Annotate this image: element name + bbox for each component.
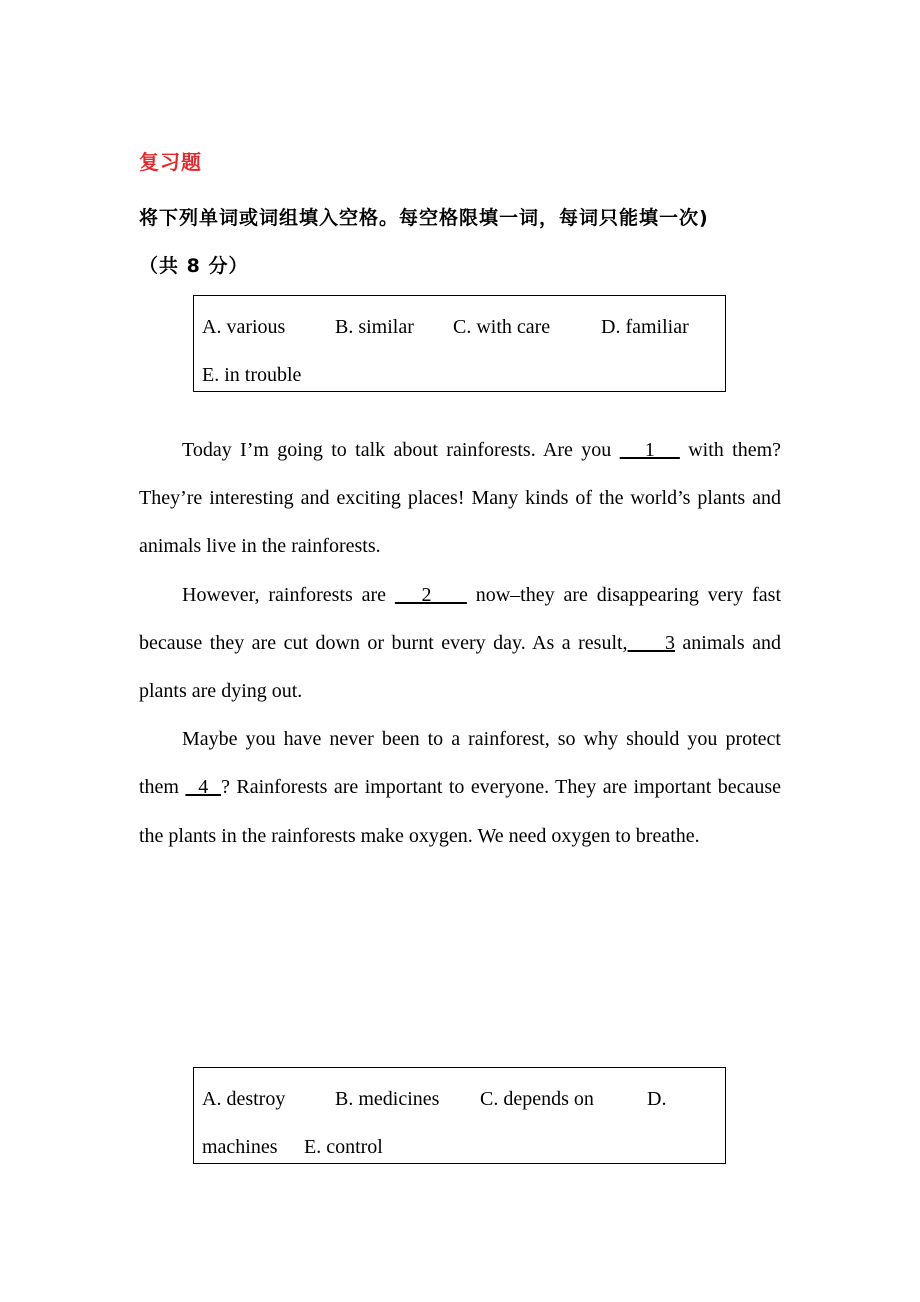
- blank-1: 1: [619, 439, 680, 461]
- paragraph-3: Maybe you have never been to a rainforest, so why should you protect them 4 ? Rainforests are important to everyone. They are important because the plants in the rainforests make oxygen. We need oxygen to breathe.: [139, 728, 781, 847]
- instruction-line-2: （共 8 分）: [139, 255, 249, 277]
- word-bank-1: [193, 295, 726, 392]
- paragraph-1: Today I’m going to talk about rainforests. Are you 1 with them? They’re interesting and exciting places! Many kinds of the world’s plants and animals live in the rainforests.: [139, 439, 782, 558]
- option-a: A. destroy: [202, 1088, 286, 1110]
- option-c: C. with care: [453, 316, 551, 338]
- option-e: E. in trouble: [202, 364, 302, 386]
- option-e: E. control: [304, 1136, 383, 1158]
- blank-2: 2: [394, 583, 467, 606]
- option-d-continued: machines: [202, 1136, 278, 1158]
- paragraph-2: However, rainforests are 2 now–they are disappearing very fast because they are cut down or burnt every day. As a result, 3 animals and plants are dying out.: [139, 583, 782, 703]
- passage: [139, 426, 781, 860]
- page-title: 复习题: [139, 150, 202, 174]
- option-c: C. depends on: [480, 1088, 594, 1110]
- instructions: [139, 194, 784, 290]
- option-b: B. medicines: [335, 1088, 440, 1110]
- option-b: B. similar: [335, 316, 414, 338]
- blank-3: 3: [627, 631, 675, 654]
- blank-4: 4: [185, 776, 222, 799]
- option-a: A. various: [202, 316, 286, 338]
- option-d: D.: [647, 1088, 667, 1110]
- word-bank-2: [193, 1067, 726, 1164]
- instruction-line-1: 将下列单词或词组填入空格。每空格限填一词，每词只能填一次): [139, 207, 709, 229]
- option-d: D. familiar: [601, 316, 689, 338]
